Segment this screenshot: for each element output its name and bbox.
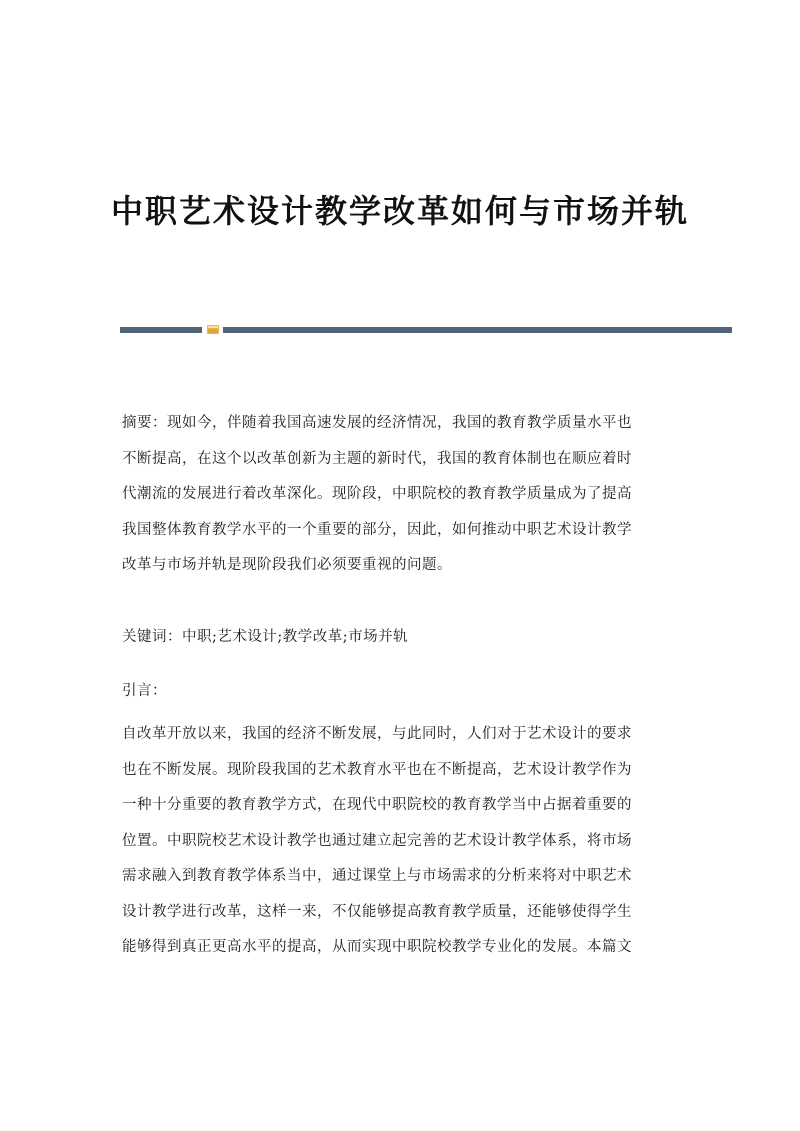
intro-line: 也在不断发展。现阶段我国的艺术教育水平也在不断提高，艺术设计教学作为: [122, 761, 632, 778]
abstract-line: 代潮流的发展进行着改革深化。现阶段，中职院校的教育教学质量成为了提高: [122, 486, 632, 502]
intro-heading: 引言：: [122, 683, 167, 699]
abstract-paragraph: [122, 406, 682, 584]
intro-line: 设计教学进行改革，这样一来，不仅能够提高教育教学质量，还能够使得学生: [122, 903, 632, 920]
intro-line: 能够得到真正更高水平的提高，从而实现中职院校教学专业化的发展。本篇文: [122, 939, 632, 955]
title-divider: [120, 323, 732, 337]
abstract-line: 不断提高，在这个以改革创新为主题的新时代，我国的教育体制也在顺应着时: [122, 450, 632, 467]
intro-line: 需求融入到教育教学体系当中，通过课堂上与市场需求的分析来将对中职艺术: [122, 868, 632, 884]
abstract-line: 摘要：现如今，伴随着我国高速发展的经济情况，我国的教育教学质量水平也: [122, 415, 632, 431]
intro-paragraph: [122, 717, 682, 966]
intro-line: 一种十分重要的教育教学方式，在现代中职院校的教育教学当中占据着重要的: [122, 797, 632, 813]
intro-line: 自改革开放以来，我国的经济不断发展，与此同时，人们对于艺术设计的要求: [122, 726, 632, 742]
intro-line: 位置。中职院校艺术设计教学也通过建立起完善的艺术设计教学体系，将市场: [122, 832, 632, 849]
divider-bar-left: [120, 327, 202, 333]
document-title: 中职艺术设计教学改革如何与市场并轨: [110, 192, 689, 230]
abstract-line: 改革与市场并轨是现阶段我们必须要重视的问题。: [122, 557, 452, 573]
abstract-line: 我国整体教育教学水平的一个重要的部分，因此，如何推动中职艺术设计教学: [122, 521, 632, 538]
book-ornament-icon: [206, 323, 220, 336]
divider-bar-right: [223, 327, 732, 333]
keywords-line: 关键词：中职;艺术设计;教学改革;市场并轨: [122, 629, 409, 645]
